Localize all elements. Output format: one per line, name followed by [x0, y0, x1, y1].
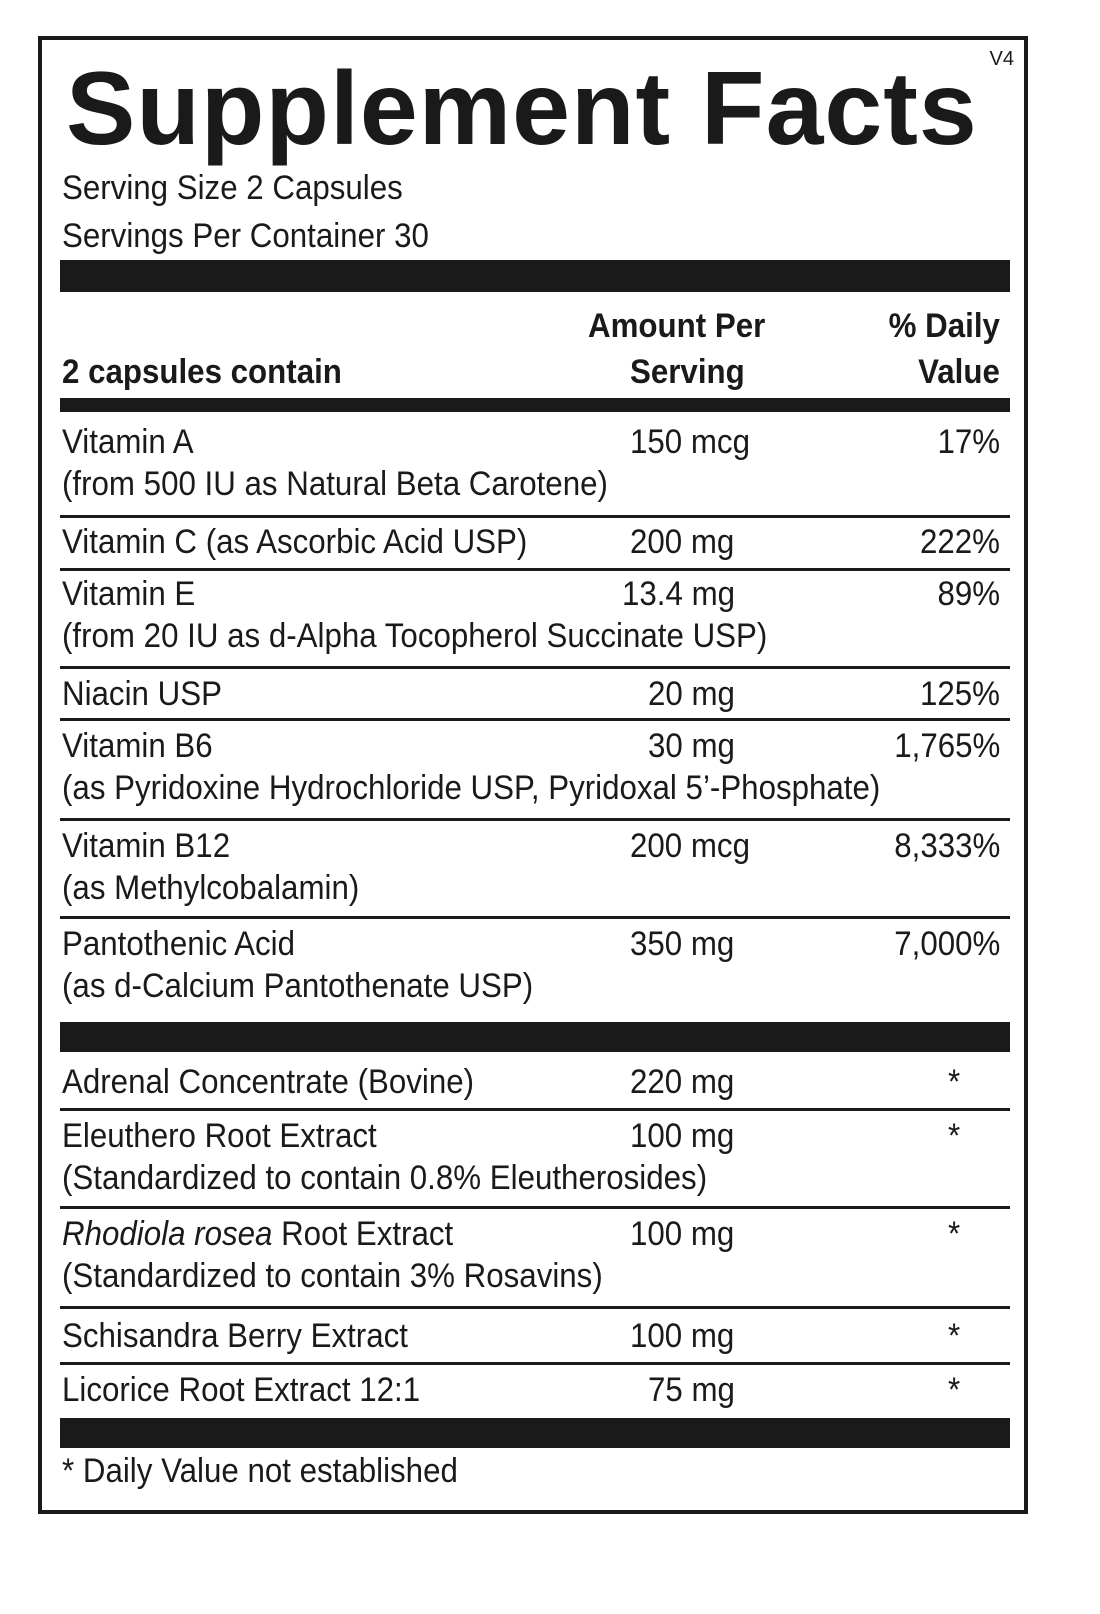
ingredient-amount: 100 mg	[630, 1117, 735, 1155]
ingredient-name	[62, 1214, 453, 1254]
ingredient-name-italic: Rhodiola rosea	[62, 1215, 273, 1253]
medium-divider	[60, 398, 1010, 412]
nutrient-daily-value: 125%	[919, 675, 1000, 713]
nutrient-name: Vitamin B6	[62, 727, 213, 765]
row-divider	[60, 1362, 1010, 1365]
nutrient-detail: (as d-Calcium Pantothenate USP)	[62, 967, 534, 1005]
column-header-dv-2: Value	[918, 353, 1000, 391]
nutrient-daily-value: 17%	[937, 423, 1000, 461]
nutrient-amount: 13.4 mg	[622, 575, 736, 613]
row-divider	[60, 718, 1010, 721]
nutrient-name: Vitamin B12	[62, 827, 231, 865]
column-header-amount-2: Serving	[630, 353, 745, 391]
serving-size: Serving Size 2 Capsules	[62, 169, 403, 207]
row-divider	[60, 515, 1010, 518]
nutrient-name: Vitamin A	[62, 423, 194, 461]
nutrient-amount: 30 mg	[648, 727, 735, 765]
ingredient-amount: 220 mg	[630, 1063, 735, 1101]
nutrient-name: Vitamin E	[62, 575, 196, 613]
column-header-dv-1: % Daily	[888, 307, 1000, 345]
ingredient-name: Adrenal Concentrate (Bovine)	[62, 1063, 475, 1101]
ingredient-daily-value: *	[947, 1215, 960, 1253]
ingredient-amount: 100 mg	[630, 1317, 735, 1355]
nutrient-daily-value: 8,333%	[893, 827, 1000, 865]
servings-per-container: Servings Per Container 30	[62, 217, 429, 255]
ingredient-detail: (Standardized to contain 3% Rosavins)	[62, 1257, 603, 1295]
ingredient-name: Licorice Root Extract 12:1	[62, 1371, 421, 1409]
column-header-ingredient: 2 capsules contain	[62, 353, 342, 391]
row-divider	[60, 1108, 1010, 1111]
nutrient-amount: 20 mg	[648, 675, 735, 713]
nutrient-detail: (from 500 IU as Natural Beta Carotene)	[62, 465, 608, 503]
nutrient-amount: 200 mcg	[630, 827, 750, 865]
ingredient-name-rest: Root Extract	[272, 1215, 454, 1253]
ingredient-daily-value: *	[947, 1117, 960, 1155]
ingredient-amount: 75 mg	[648, 1371, 735, 1409]
panel-title: Supplement Facts	[66, 51, 978, 167]
ingredient-name: Eleuthero Root Extract	[62, 1117, 377, 1155]
supplement-facts-panel	[38, 36, 1028, 1514]
row-divider	[60, 568, 1010, 571]
row-divider	[60, 1206, 1010, 1209]
nutrient-name: Niacin USP	[62, 675, 222, 713]
nutrient-amount: 200 mg	[630, 523, 735, 561]
nutrient-amount: 350 mg	[630, 925, 735, 963]
nutrient-detail: (as Methylcobalamin)	[62, 869, 360, 907]
nutrient-daily-value: 222%	[919, 523, 1000, 561]
ingredient-daily-value: *	[947, 1371, 960, 1409]
version-code: V4	[989, 48, 1014, 70]
row-divider	[60, 916, 1010, 919]
ingredient-amount: 100 mg	[630, 1215, 735, 1253]
nutrient-daily-value: 7,000%	[893, 925, 1000, 963]
nutrient-daily-value: 1,765%	[893, 727, 1000, 765]
thick-divider	[60, 260, 1010, 292]
column-header-amount-1: Amount Per	[588, 307, 766, 345]
ingredient-daily-value: *	[947, 1063, 960, 1101]
thick-divider	[60, 1022, 1010, 1052]
nutrient-daily-value: 89%	[937, 575, 1000, 613]
nutrient-name: Pantothenic Acid	[62, 925, 296, 963]
ingredient-name: Schisandra Berry Extract	[62, 1317, 408, 1355]
ingredient-daily-value: *	[947, 1317, 960, 1355]
thick-divider	[60, 1418, 1010, 1448]
nutrient-detail: (as Pyridoxine Hydrochloride USP, Pyridoxal 5’-Phosphate)	[62, 769, 881, 807]
nutrient-detail: (from 20 IU as d-Alpha Tocopherol Succinate USP)	[62, 617, 768, 655]
nutrient-amount: 150 mcg	[630, 423, 750, 461]
row-divider	[60, 666, 1010, 669]
footnote: * Daily Value not established	[62, 1452, 458, 1490]
nutrient-name: Vitamin C (as Ascorbic Acid USP)	[62, 523, 528, 561]
row-divider	[60, 818, 1010, 821]
ingredient-detail: (Standardized to contain 0.8% Eleutherosides)	[62, 1159, 708, 1197]
row-divider	[60, 1306, 1010, 1309]
